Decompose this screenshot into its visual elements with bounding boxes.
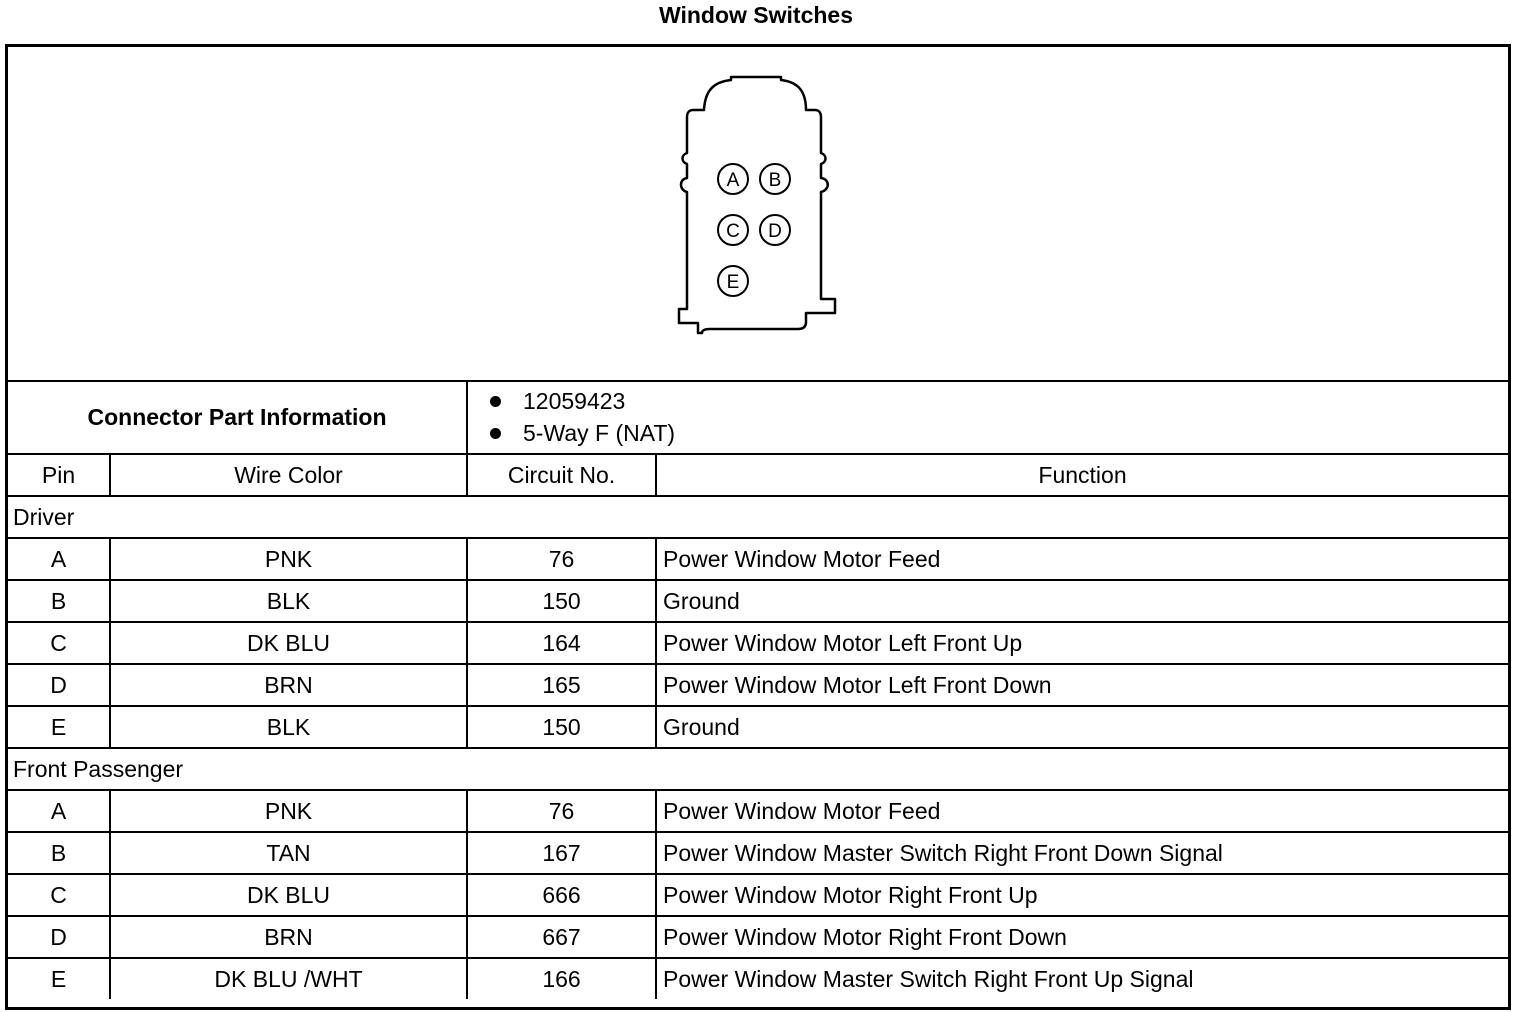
- pin-label: C: [726, 221, 740, 242]
- part-info-item: [490, 418, 1508, 450]
- pin-cell: D: [8, 916, 110, 958]
- group-label: Front Passenger: [8, 748, 1508, 790]
- connector-face-drawing: [8, 47, 1508, 380]
- wire-color-cell: BLK: [110, 706, 467, 748]
- circuit-no-cell: 150: [467, 706, 656, 748]
- group-row: [8, 496, 1508, 538]
- function-cell: Power Window Master Switch Right Front Up Signal: [656, 958, 1508, 999]
- connector-frame: [5, 44, 1511, 1010]
- function-cell: Power Window Motor Right Front Down: [656, 916, 1508, 958]
- bullet-icon: [490, 428, 501, 439]
- column-header-wire-color: Wire Color: [110, 454, 467, 496]
- pin-label: B: [768, 170, 782, 191]
- circuit-no-cell: 76: [467, 790, 656, 832]
- pin-cell: A: [8, 538, 110, 580]
- pin-cell: B: [8, 580, 110, 622]
- circuit-no-cell: 165: [467, 664, 656, 706]
- pin-cell: C: [8, 874, 110, 916]
- connector-part-info-values: [467, 382, 1508, 454]
- table-row: [8, 874, 1508, 916]
- part-number: 12059423: [523, 388, 626, 414]
- part-info-item: [490, 386, 1508, 418]
- table-header-row: [8, 454, 1508, 496]
- connector-diagram-panel: [8, 47, 1508, 382]
- function-cell: Ground: [656, 580, 1508, 622]
- table-row: [8, 706, 1508, 748]
- wire-color-cell: BRN: [110, 664, 467, 706]
- column-header-circuit-no: Circuit No.: [467, 454, 656, 496]
- wire-color-cell: DK BLU: [110, 874, 467, 916]
- function-cell: Power Window Motor Feed: [656, 538, 1508, 580]
- connector-outline: [679, 77, 835, 333]
- pin-label: E: [726, 272, 740, 293]
- function-cell: Power Window Motor Left Front Up: [656, 622, 1508, 664]
- column-header-function: Function: [656, 454, 1508, 496]
- connector-part-info-row: [8, 382, 1508, 454]
- table-row: [8, 538, 1508, 580]
- circuit-no-cell: 167: [467, 832, 656, 874]
- table-row: [8, 832, 1508, 874]
- pin-cell: A: [8, 790, 110, 832]
- connector-part-info-label: Connector Part Information: [8, 382, 467, 454]
- wire-color-cell: BRN: [110, 916, 467, 958]
- pin-label: A: [726, 170, 740, 191]
- pin-cell: B: [8, 832, 110, 874]
- page-title: Window Switches: [658, 2, 854, 28]
- pin-label: D: [768, 221, 782, 242]
- bullet-icon: [490, 396, 501, 407]
- connector-pins: [718, 164, 790, 296]
- pin-cell: E: [8, 958, 110, 999]
- table-row: [8, 622, 1508, 664]
- table-row: [8, 580, 1508, 622]
- pinout-table: [8, 382, 1508, 999]
- circuit-no-cell: 150: [467, 580, 656, 622]
- wire-color-cell: DK BLU: [110, 622, 467, 664]
- function-cell: Power Window Motor Feed: [656, 790, 1508, 832]
- table-row: [8, 664, 1508, 706]
- wire-color-cell: TAN: [110, 832, 467, 874]
- circuit-no-cell: 667: [467, 916, 656, 958]
- group-label: Driver: [8, 496, 1508, 538]
- wire-color-cell: BLK: [110, 580, 467, 622]
- function-cell: Ground: [656, 706, 1508, 748]
- column-header-pin: Pin: [8, 454, 110, 496]
- function-cell: Power Window Motor Right Front Up: [656, 874, 1508, 916]
- connector-type: 5-Way F (NAT): [523, 420, 676, 446]
- circuit-no-cell: 164: [467, 622, 656, 664]
- group-row: [8, 748, 1508, 790]
- circuit-no-cell: 666: [467, 874, 656, 916]
- pin-cell: C: [8, 622, 110, 664]
- circuit-no-cell: 76: [467, 538, 656, 580]
- function-cell: Power Window Master Switch Right Front Down Signal: [656, 832, 1508, 874]
- pin-cell: D: [8, 664, 110, 706]
- pin-cell: E: [8, 706, 110, 748]
- wire-color-cell: DK BLU /WHT: [110, 958, 467, 999]
- table-row: [8, 790, 1508, 832]
- wire-color-cell: PNK: [110, 538, 467, 580]
- table-row: [8, 916, 1508, 958]
- circuit-no-cell: 166: [467, 958, 656, 999]
- function-cell: Power Window Motor Left Front Down: [656, 664, 1508, 706]
- wire-color-cell: PNK: [110, 790, 467, 832]
- table-row: [8, 958, 1508, 999]
